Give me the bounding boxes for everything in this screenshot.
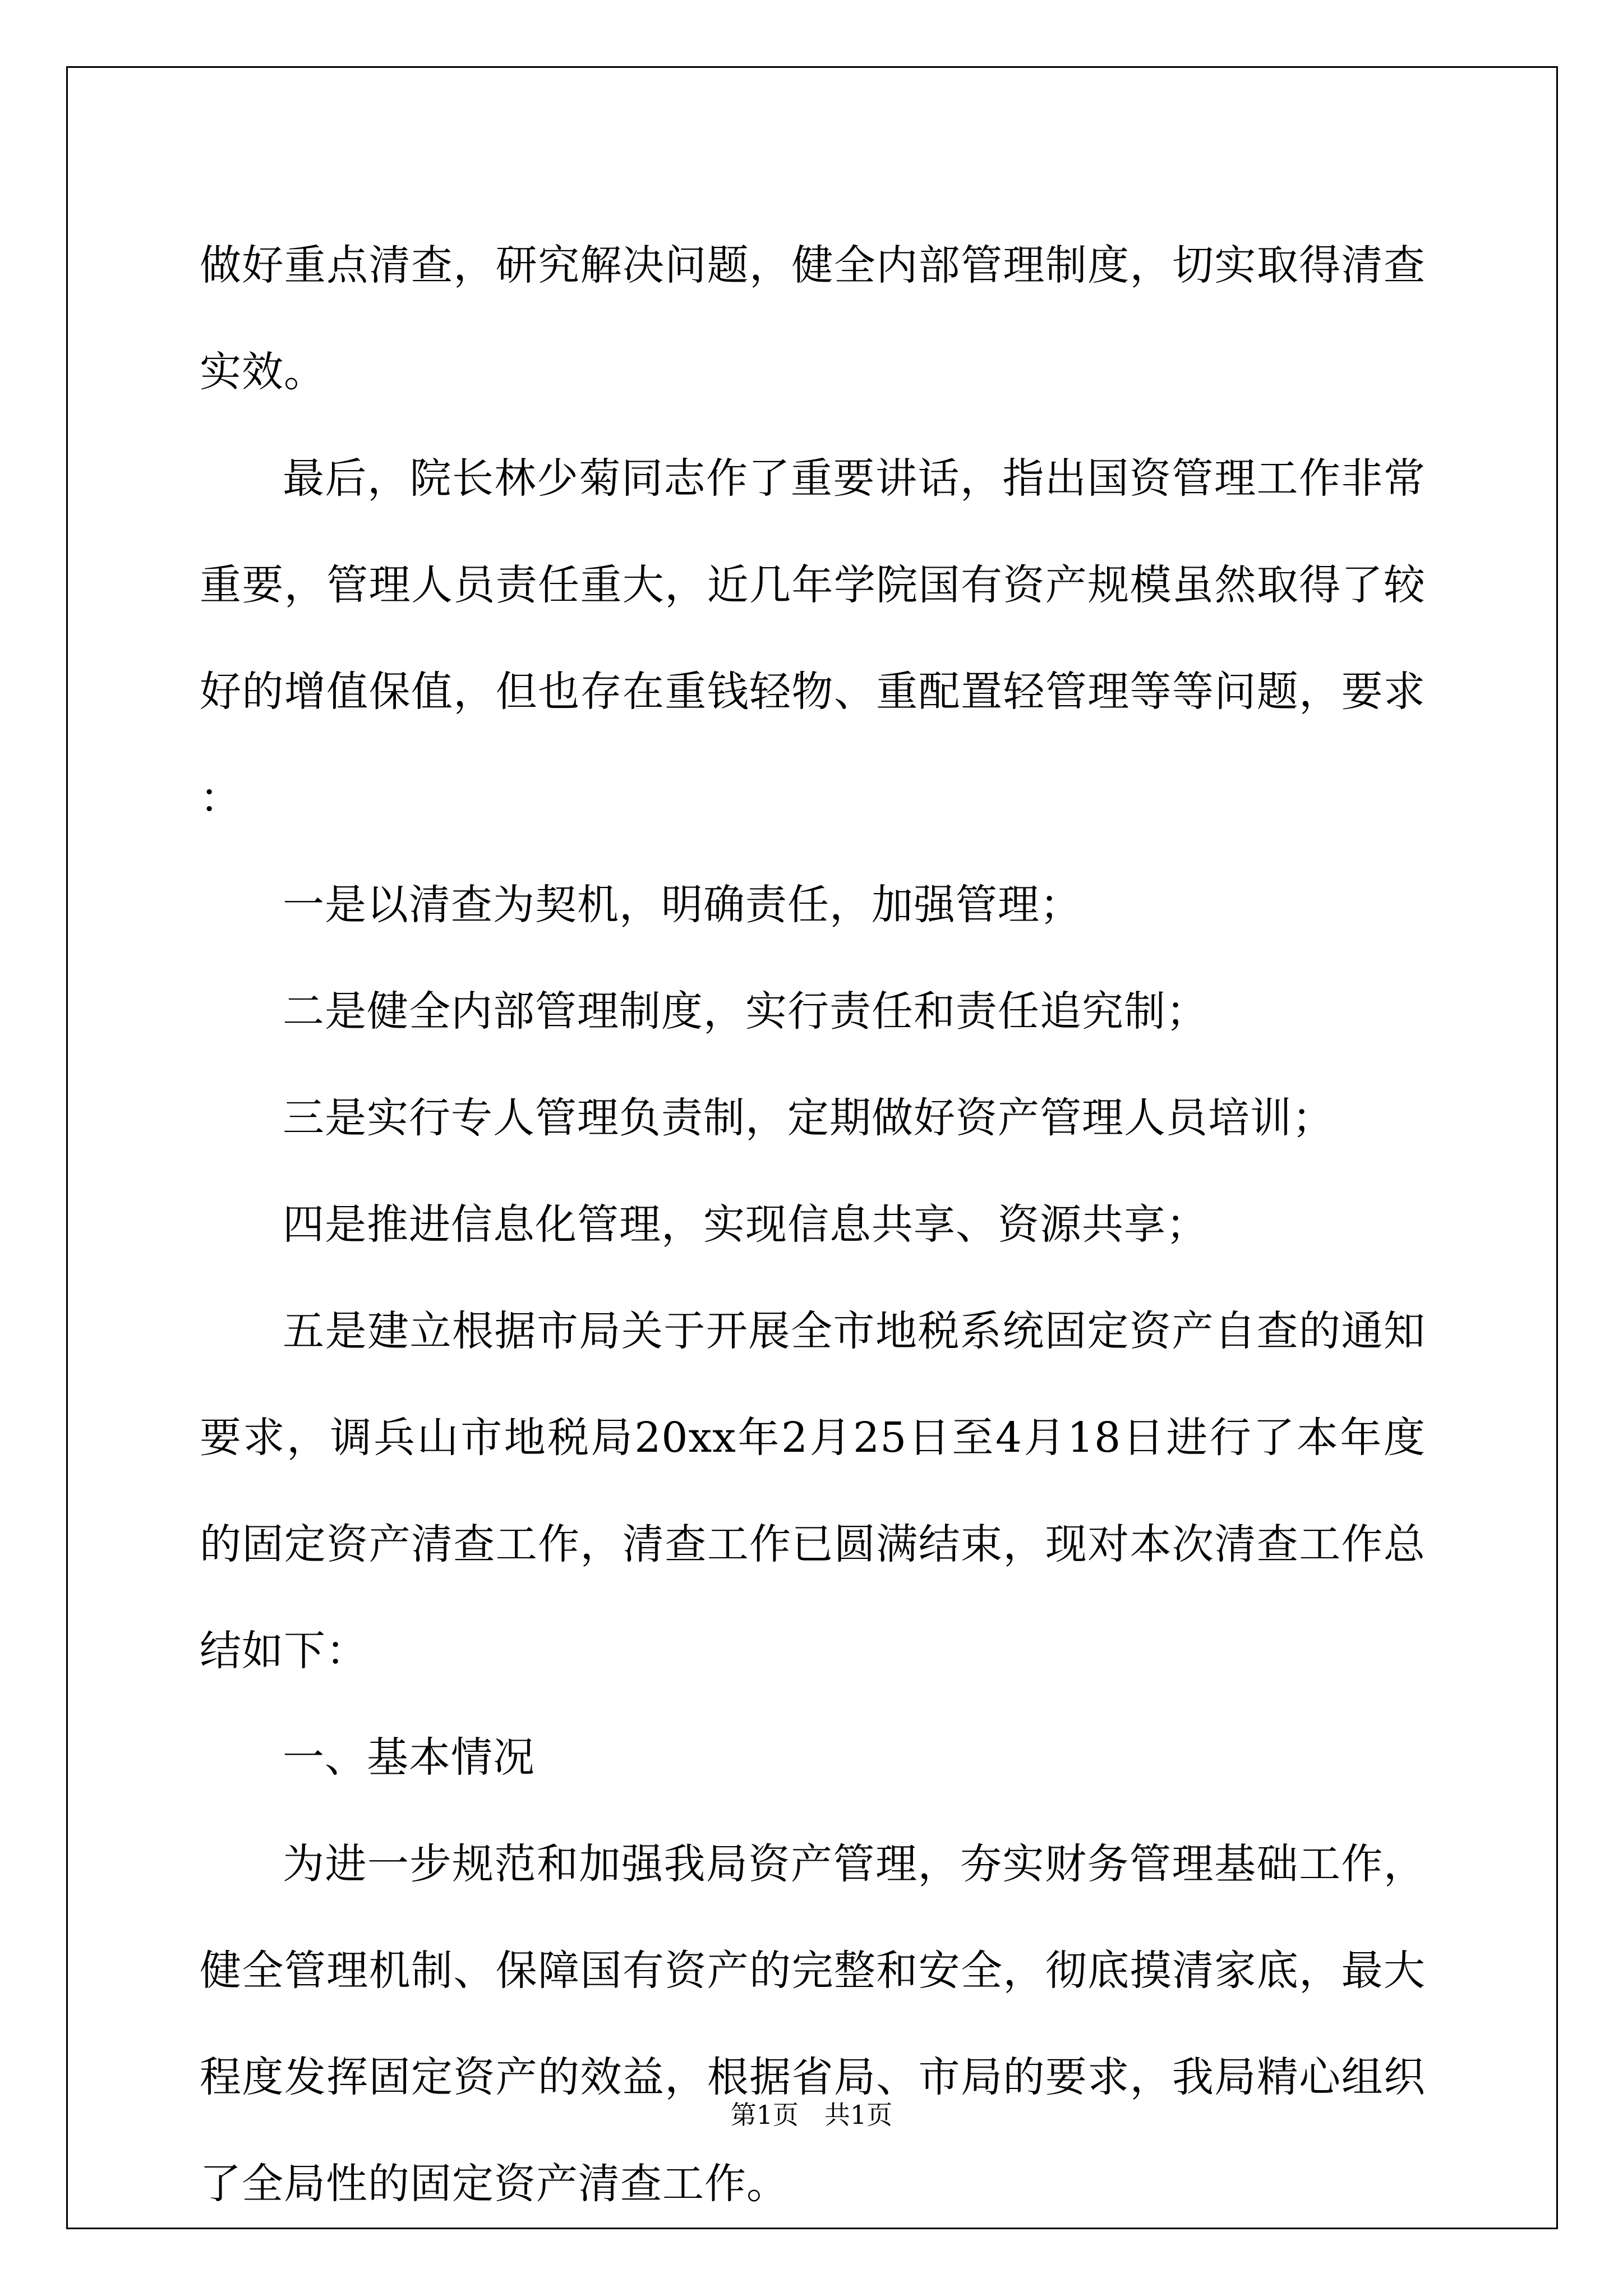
paragraph: 四是推进信息化管理，实现信息共享、资源共享；	[283, 1200, 1208, 1249]
paragraph: 二是健全内部管理制度，实行责任和责任追究制；	[283, 987, 1208, 1036]
paragraph: 五是建立根据市局关于开展全市地税系统固定资产自查的通知要求，调兵山市地税局20xx年2月25日至4月18日进行了本年度的固定资产清查工作，清查工作已圆满结束，现对本次清查工作总结如下：	[200, 1307, 1426, 1675]
page-number: 第1页 共1页	[730, 2100, 893, 2130]
paragraph: 一是以清查为契机，明确责任，加强管理；	[283, 881, 1082, 929]
paragraph: 为进一步规范和加强我局资产管理，夯实财务管理基础工作，健全管理机制、保障国有资产的完整和安全，彻底摸清家底，最大程度发挥固定资产的效益，根据省局、市局的要求，我局精心组织了全局性的固定资产清查工作。	[200, 1840, 1426, 2208]
paragraph: 做好重点清查，研究解决问题，健全内部管理制度，切实取得清查实效。	[200, 241, 1426, 396]
document-body	[200, 212, 1426, 2237]
paragraph: 三是实行专人管理负责制，定期做好资产管理人员培训；	[283, 1094, 1334, 1142]
paragraph: 最后，院长林少菊同志作了重要讲话，指出国资管理工作非常重要，管理人员责任重大，近几年学院国有资产规模虽然取得了较好的增值保值，但也存在重钱轻物、重配置轻管理等等问题，要求：	[200, 454, 1426, 822]
section-heading: 一、基本情况	[283, 1733, 535, 1782]
